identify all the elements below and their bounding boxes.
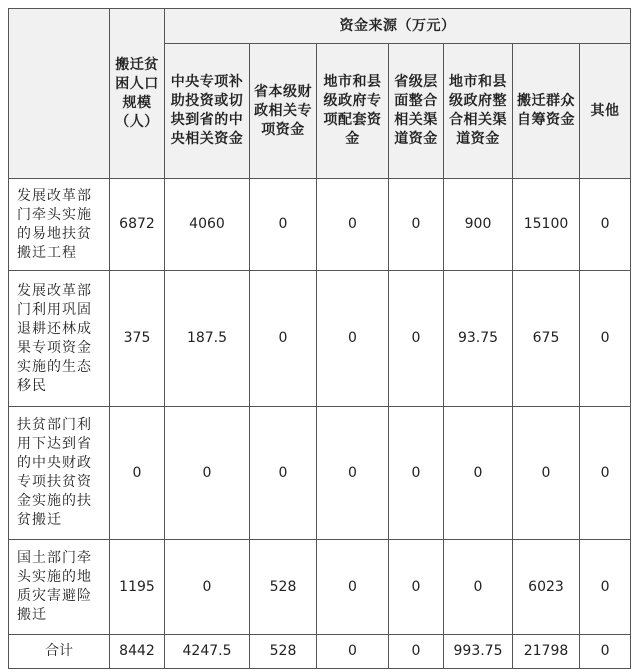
- table-cell: 375: [110, 271, 165, 407]
- table-cell: 0: [317, 407, 389, 540]
- table-cell: 15100: [513, 179, 580, 271]
- header-central-funds: 中央专项补助投资或切块到省的中央相关资金: [165, 44, 250, 179]
- table-cell: 0: [165, 540, 250, 635]
- table-row: [9, 271, 631, 407]
- table-cell: 675: [513, 271, 580, 407]
- table-cell: 0: [580, 407, 631, 540]
- table-cell: 0: [110, 407, 165, 540]
- table-cell: 6872: [110, 179, 165, 271]
- table-cell: 528: [250, 540, 317, 635]
- table-cell: 0: [317, 635, 389, 669]
- table-cell: 4060: [165, 179, 250, 271]
- table-cell: 0: [580, 179, 631, 271]
- table-cell: 0: [444, 407, 513, 540]
- table-cell: 0: [580, 271, 631, 407]
- table-cell: 0: [250, 271, 317, 407]
- header-other-funds: 其他: [580, 44, 631, 179]
- table-cell: 0: [389, 407, 444, 540]
- header-provincial-special-funds: 省本级财政相关专项资金: [250, 44, 317, 179]
- table-cell: 93.75: [444, 271, 513, 407]
- header-municipal-county-integrated-funds: 地市和县级政府整合相关渠道资金: [444, 44, 513, 179]
- table-cell: 900: [444, 179, 513, 271]
- table-cell: 0: [389, 635, 444, 669]
- table-row: [9, 407, 631, 540]
- header-funding-source: 资金来源（万元）: [165, 9, 631, 44]
- table-cell: 0: [389, 271, 444, 407]
- header-municipal-county-matching-funds: 地市和县级政府专项配套资金: [317, 44, 389, 179]
- row-label: 发展改革部门利用巩固退耕还林成果专项资金实施的生态移民: [9, 271, 110, 407]
- table-cell: 0: [317, 179, 389, 271]
- row-label: 扶贫部门利用下达到省的中央财政专项扶贫资金实施的扶贫搬迁: [9, 407, 110, 540]
- table-cell: 993.75: [444, 635, 513, 669]
- table-cell: 528: [250, 635, 317, 669]
- table-cell: 8442: [110, 635, 165, 669]
- table-cell: 0: [580, 635, 631, 669]
- header-population: 搬迁贫困人口规模（人）: [110, 9, 165, 179]
- header-provincial-integrated-funds: 省级层面整合相关渠道资金: [389, 44, 444, 179]
- table-cell: 0: [580, 540, 631, 635]
- table-cell: 1195: [110, 540, 165, 635]
- table-cell: 4247.5: [165, 635, 250, 669]
- table-cell: 0: [389, 179, 444, 271]
- table-cell: 0: [317, 540, 389, 635]
- table-cell: 0: [250, 407, 317, 540]
- table-row: [9, 540, 631, 635]
- table-cell: 187.5: [165, 271, 250, 407]
- table-cell: 21798: [513, 635, 580, 669]
- table-row: [9, 179, 631, 271]
- table-cell: 0: [250, 179, 317, 271]
- table-cell: 0: [165, 407, 250, 540]
- table-cell: 0: [389, 540, 444, 635]
- header-corner: [9, 9, 110, 179]
- table-cell: 0: [317, 271, 389, 407]
- table-cell: 0: [444, 540, 513, 635]
- row-label-total: 合计: [9, 635, 110, 669]
- table-row-total: [9, 635, 631, 669]
- funding-table: [8, 8, 631, 669]
- table-cell: 6023: [513, 540, 580, 635]
- row-label: 国土部门牵头实施的地质灾害避险搬迁: [9, 540, 110, 635]
- table-cell: 0: [513, 407, 580, 540]
- header-self-raised-funds: 搬迁群众自筹资金: [513, 44, 580, 179]
- row-label: 发展改革部门牵头实施的易地扶贫搬迁工程: [9, 179, 110, 271]
